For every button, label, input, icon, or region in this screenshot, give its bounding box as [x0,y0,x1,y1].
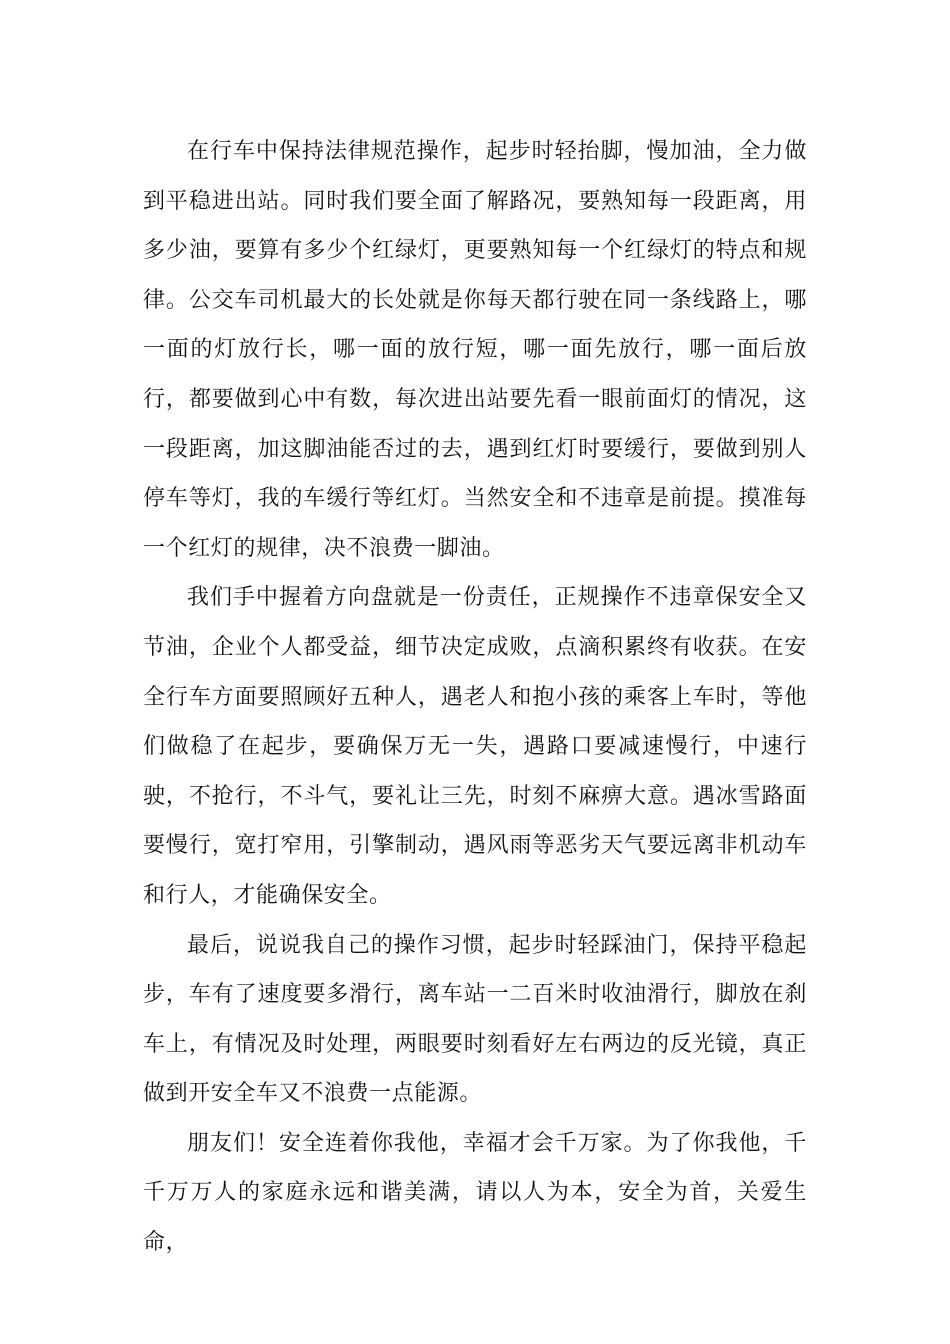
paragraph-closing-appeal: 朋友们！安全连着你我他，幸福才会千万家。为了你我他，千千万万人的家庭永远和谐美满，请以人为本，安全为首，关爱生命， [143,1130,807,1256]
paragraph-personal-habits: 最后，说说我自己的操作习惯，起步时轻踩油门，保持平稳起步，车有了速度要多滑行，离车站一二百米时收油滑行，脚放在刹车上，有情况及时处理，两眼要时刻看好左右两边的反光镜，真正做到开安全车又不浪费一点能源。 [143,932,807,1107]
paragraph-safety-responsibility: 我们手中握着方向盘就是一份责任，正规操作不违章保安全又节油，企业个人都受益，细节决定成败，点滴积累终有收获。在安全行车方面要照顾好五种人，遇老人和抱小孩的乘客上车时，等他们做稳了在起步，要确保万无一失，遇路口要减速慢行，中速行驶，不抢行，不斗气，要礼让三先，时刻不麻痹大意。遇冰雪路面要慢行，宽打窄用，引擎制动，遇风雨等恶劣天气要远离非机动车和行人，才能确保安全。 [143,585,807,908]
paragraph-driving-operation: 在行车中保持法律规范操作，起步时轻抬脚，慢加油，全力做到平稳进出站。同时我们要全面了解路况，要熟知每一段距离，用多少油，要算有多少个红绿灯，更要熟知每一个红绿灯的特点和规律。公交车司机最大的长处就是你每天都行驶在同一条线路上，哪一面的灯放行长，哪一面的放行短，哪一面先放行，哪一面后放行，都要做到心中有数，每次进出站要先看一眼前面灯的情况，这一段距离，加这脚油能否过的去，遇到红灯时要缓行，要做到别人停车等灯，我的车缓行等红灯。当然安全和不违章是前提。摸准每一个红灯的规律，决不浪费一脚油。 [143,139,807,561]
document-body [143,127,807,1268]
